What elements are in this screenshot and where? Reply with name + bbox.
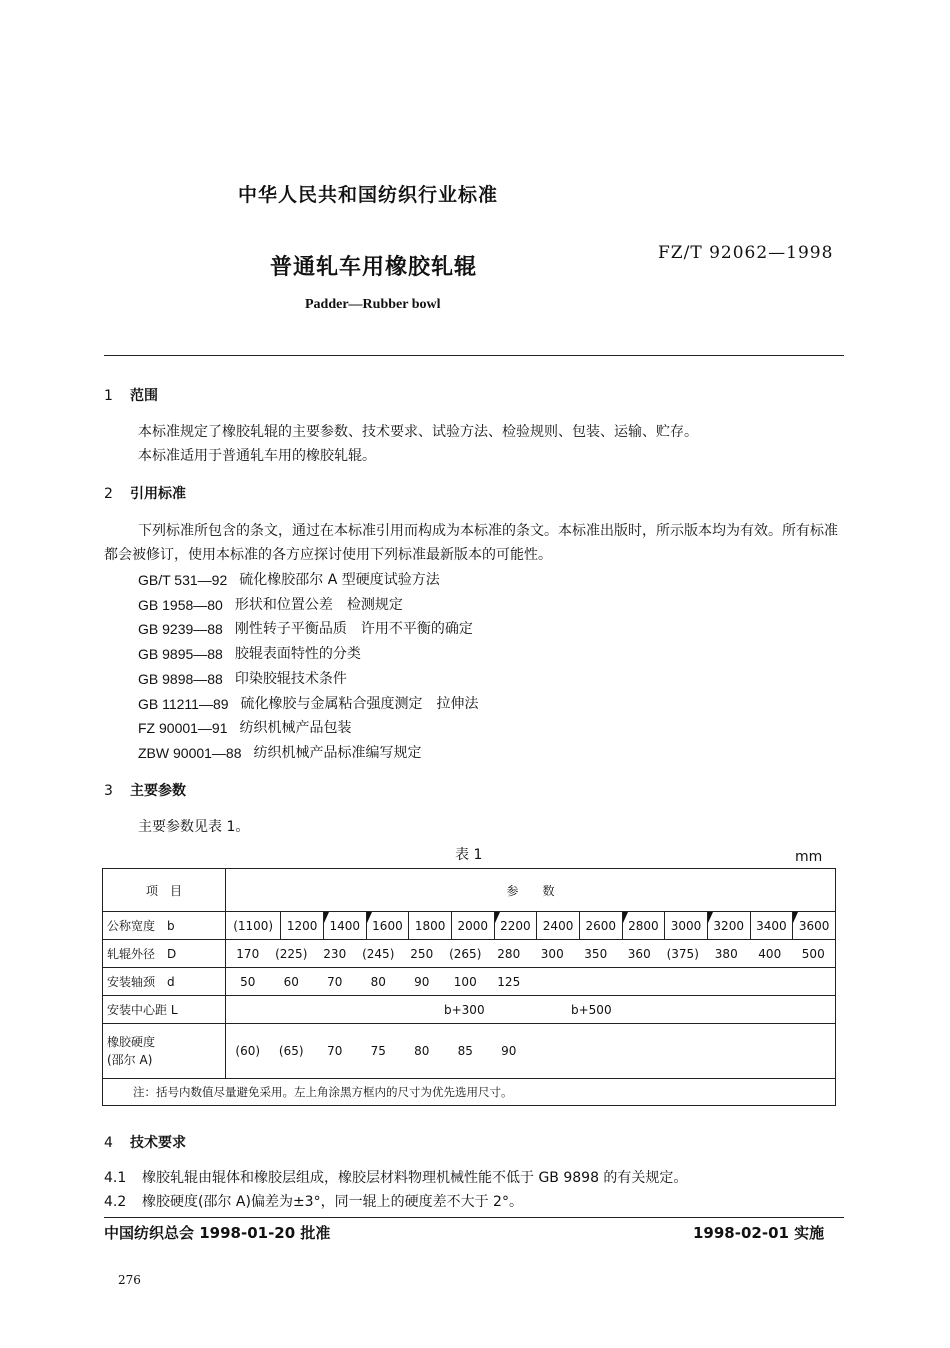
center-distance-value: b+300 [444, 1003, 485, 1017]
table-note-row [103, 1079, 836, 1106]
preferred-size-marker-icon [367, 912, 372, 923]
width-value-cell [793, 912, 836, 940]
ref-code: ZBW 90001—88 [138, 744, 242, 761]
row-label [103, 1024, 226, 1079]
row-value: 125 [497, 974, 521, 989]
reference-list [138, 568, 479, 766]
table-note: 注：括号内数值尽量避免采用。左上角涂黑方框内的尺寸为优先选用尺寸。 [103, 1079, 836, 1106]
document-title: 普通轧车用橡胶轧辊 [270, 255, 478, 280]
ref-code: GB 9239—88 [138, 621, 223, 638]
section-3-heading [104, 780, 186, 800]
width-value-cell [281, 912, 324, 940]
section-title: 技术要求 [130, 1135, 186, 1151]
section-number: 2 [104, 486, 113, 502]
table-row-center-distance [103, 996, 836, 1024]
reference-item [138, 692, 479, 717]
preferred-size-marker-icon [793, 912, 798, 923]
row-value: 500 [801, 946, 825, 961]
row-value: (375) [666, 946, 699, 961]
ref-name: 硫化橡胶与金属粘合强度测定 拉伸法 [240, 695, 479, 712]
section-1-heading [104, 385, 158, 405]
width-value-cell [409, 912, 452, 940]
row-value: 50 [240, 974, 256, 989]
width-value-cell [707, 912, 750, 940]
table-caption: 表 1 [455, 847, 483, 863]
ref-code: GB 9895—88 [138, 646, 223, 663]
clause-4-1 [104, 1166, 687, 1190]
width-value-cell [323, 912, 366, 940]
ref-code: FZ 90001—91 [138, 720, 228, 737]
center-distance-cell [226, 996, 836, 1024]
width-value: (1100) [233, 918, 274, 933]
reference-item [138, 667, 479, 692]
width-value-cell [750, 912, 793, 940]
section-2-intro: 下列标准所包含的条文，通过在本标准引用而构成为本标准的条文。本标准出版时，所示版本均为有效。所有标准都会被修订，使用本标准的各方应探讨使用下列标准最新版本的可能性。 [104, 523, 838, 563]
section-number: 3 [104, 783, 113, 799]
section-title: 范围 [130, 388, 158, 404]
table-unit: mm [795, 849, 823, 865]
width-value: 1400 [329, 918, 361, 933]
width-value: 3600 [798, 918, 830, 933]
width-value: 2200 [500, 918, 531, 933]
reference-item [138, 642, 479, 667]
clause-number: 4.2 [104, 1194, 127, 1210]
center-distance-value: b+500 [571, 1003, 612, 1017]
section-title: 主要参数 [130, 783, 186, 799]
width-value-cell [665, 912, 708, 940]
footer-divider [104, 1217, 844, 1218]
row-values-cell [226, 940, 836, 968]
row-value: 360 [627, 946, 651, 961]
ref-name: 印染胶辊技术条件 [234, 670, 347, 687]
header-params: 参 数 [226, 869, 836, 912]
width-value-cell [622, 912, 665, 940]
width-value: 1600 [372, 918, 403, 933]
preferred-size-marker-icon [324, 912, 329, 923]
standard-code: FZ/T 92062—1998 [658, 243, 834, 263]
row-value: (60) [235, 1044, 261, 1058]
clause-number: 4.1 [104, 1170, 127, 1186]
row-value: 230 [323, 946, 347, 961]
ref-code: GB/T 531—92 [138, 572, 228, 588]
row-value: (245) [362, 946, 395, 961]
row-value: 80 [414, 1044, 430, 1058]
table-row-hardness [103, 1024, 836, 1079]
row-value: 75 [370, 1044, 386, 1058]
width-value: 1800 [414, 918, 446, 933]
section-1-para-2: 本标准适用于普通轧车用的橡胶轧辊。 [138, 448, 376, 464]
width-value: 3400 [756, 918, 787, 933]
row-label: 安装轴颈 d [103, 968, 226, 996]
row-value: (65) [278, 1044, 304, 1058]
reference-item [138, 617, 479, 642]
clause-4-2 [104, 1190, 523, 1214]
row-value: (265) [449, 946, 482, 961]
table-header-row [103, 869, 836, 912]
ref-name: 形状和位置公差 检测规定 [234, 596, 403, 613]
row-value: 380 [714, 946, 738, 961]
row-values-cell [226, 968, 836, 996]
ref-name: 纺织机械产品包装 [239, 720, 352, 737]
row-values-cell [226, 1024, 836, 1079]
preferred-size-marker-icon [623, 912, 628, 923]
width-value: 1200 [286, 918, 318, 933]
row-value: 60 [283, 974, 299, 989]
row-value: 280 [497, 946, 521, 961]
width-value: 2000 [457, 918, 489, 933]
approval-line: 中国纺织总会 1998-01-20 批准 [104, 1224, 331, 1242]
ref-code: GB 1958—80 [138, 596, 223, 613]
row-label-line: 橡胶硬度 [107, 1035, 156, 1049]
row-value: 70 [327, 974, 343, 989]
parameters-table [102, 868, 836, 1106]
row-value: 400 [758, 946, 782, 961]
table-row-diameter [103, 940, 836, 968]
width-value: 2800 [628, 918, 659, 933]
width-value-cell [494, 912, 537, 940]
ref-name: 纺织机械产品标准编写规定 [253, 744, 422, 761]
section-3-para: 主要参数见表 1。 [138, 819, 250, 835]
reference-item [138, 716, 479, 741]
width-value: 3000 [670, 918, 702, 933]
table-row-width [103, 912, 836, 940]
ref-name: 胶辊表面特性的分类 [234, 646, 361, 663]
row-label: 公称宽度 b [103, 912, 226, 940]
section-title: 引用标准 [130, 486, 186, 502]
row-value: 300 [540, 946, 564, 961]
row-value: 350 [584, 946, 608, 961]
width-value: 2600 [585, 918, 616, 933]
page-number: 276 [118, 1273, 141, 1287]
width-value-cell [451, 912, 494, 940]
width-value: 3200 [713, 918, 744, 933]
row-value: 170 [236, 946, 260, 961]
row-value: 70 [327, 1044, 343, 1058]
section-1-para-1: 本标准规定了橡胶轧辊的主要参数、技术要求、试验方法、检验规则、包装、运输、贮存。 [138, 424, 698, 440]
width-value-cell [579, 912, 622, 940]
reference-item [138, 741, 479, 766]
reference-item [138, 593, 479, 618]
preferred-size-marker-icon [708, 912, 713, 923]
row-value: 250 [410, 946, 434, 961]
reference-item [138, 568, 479, 593]
section-4-heading [104, 1132, 186, 1152]
section-2-heading [104, 483, 186, 503]
ref-code: GB 9898—88 [138, 670, 223, 687]
header-divider [104, 355, 844, 356]
row-label-line: (邵尔 A) [107, 1053, 153, 1067]
ref-code: GB 11211—89 [138, 695, 229, 712]
width-value: 2400 [542, 918, 574, 933]
row-value: (225) [275, 946, 308, 961]
ref-name: 硫化橡胶邵尔 A 型硬度试验方法 [239, 572, 440, 588]
row-value: 85 [457, 1044, 473, 1058]
effective-date: 1998-02-01 实施 [693, 1224, 825, 1242]
section-number: 4 [104, 1135, 113, 1151]
issuing-body: 中华人民共和国纺织行业标准 [238, 184, 499, 206]
width-value-cell [537, 912, 580, 940]
width-value-cell [366, 912, 409, 940]
row-value: 90 [414, 974, 430, 989]
row-value: 80 [370, 974, 386, 989]
table-row-journal [103, 968, 836, 996]
preferred-size-marker-icon [495, 912, 500, 923]
row-label: 轧辊外径 D [103, 940, 226, 968]
ref-name: 刚性转子平衡品质 许用不平衡的确定 [234, 621, 473, 638]
clause-text: 橡胶硬度(邵尔 A)偏差为±3°，同一辊上的硬度差不大于 2°。 [142, 1194, 523, 1210]
width-value-cell [226, 912, 281, 940]
english-title: Padder—Rubber bowl [305, 297, 441, 312]
header-item: 项 目 [103, 869, 226, 912]
row-value: 90 [501, 1044, 517, 1058]
row-label: 安装中心距 L [103, 996, 226, 1024]
clause-text: 橡胶轧辊由辊体和橡胶层组成，橡胶层材料物理机械性能不低于 GB 9898 的有关规定。 [142, 1170, 688, 1186]
section-number: 1 [104, 388, 113, 404]
row-value: 100 [453, 974, 477, 989]
